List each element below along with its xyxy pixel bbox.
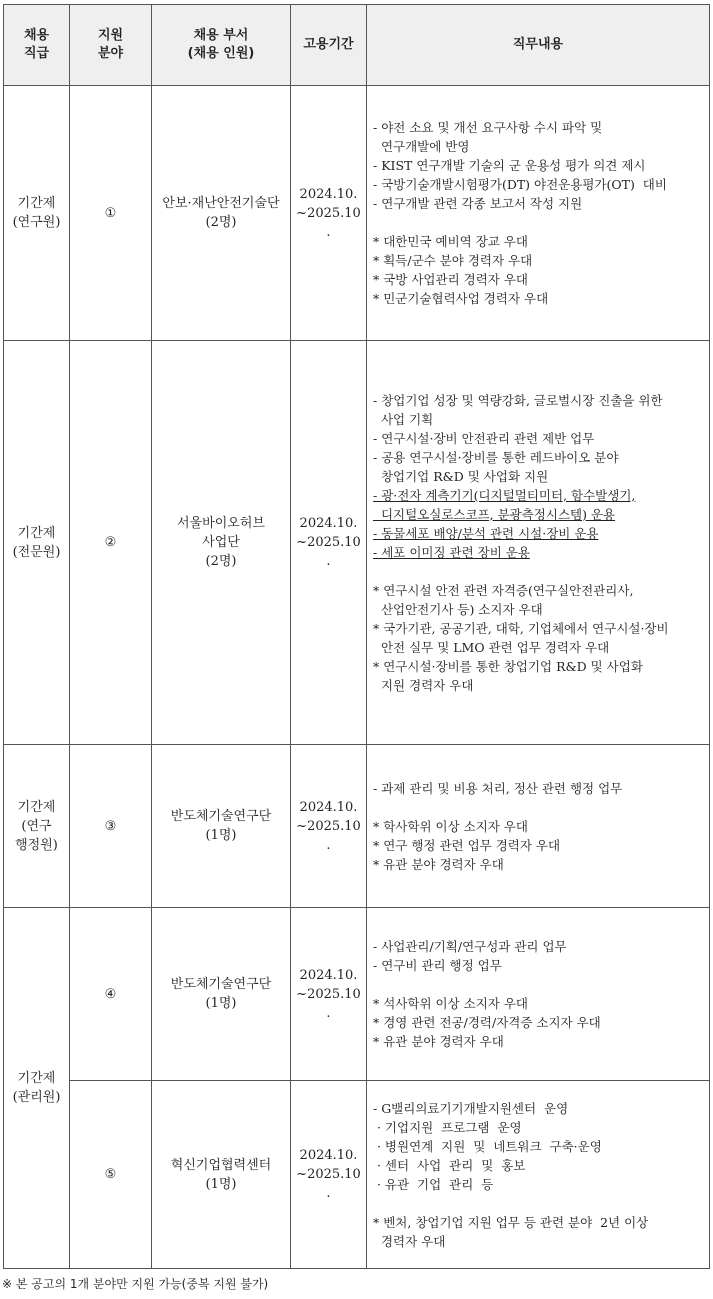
- pref-line: * 경영 관련 전공/경력/자격증 소지자 우대: [373, 1015, 601, 1030]
- task-line: - 사업관리/기획/연구성과 관리 업무: [373, 939, 567, 954]
- task-line: · 센터 사업 관리 및 홍보: [373, 1157, 526, 1173]
- pref-line: * 유관 분야 경력자 우대: [373, 856, 504, 872]
- task-line: - 창업기업 성장 및 역량강화, 글로벌시장 진출을 위한: [373, 392, 663, 408]
- task-line: - 광·전자 계측기기(디지털멀티미터, 함수발생기,: [373, 487, 636, 503]
- header-field: 지원 분야: [70, 5, 152, 86]
- header-duty: 직무내용: [367, 5, 710, 86]
- task-line: 사업 기획: [373, 411, 434, 427]
- table-row: [4, 341, 710, 745]
- pref-line: * 민군기술협력사업 경력자 우대: [373, 291, 549, 306]
- task-line: - 연구시설·장비 안전관리 관련 제반 업무: [373, 430, 595, 446]
- task-line: - 국방기술개발시험평가(DT) 야전운용평가(OT) 대비: [373, 177, 667, 192]
- dept-cell: 서울바이오허브 사업단 (2명): [152, 341, 291, 745]
- pref-line: * 연구시설 안전 관련 자격증(연구실안전관리사,: [373, 582, 634, 598]
- duty-cell: [367, 1081, 710, 1269]
- field-cell: ③: [70, 745, 152, 908]
- table-row: [4, 86, 710, 341]
- task-line: · 병원연계 지원 및 네트워크 구축·운영: [373, 1138, 602, 1154]
- dept-cell: 안보·재난안전기술단 (2명): [152, 86, 291, 341]
- field-cell: ①: [70, 86, 152, 341]
- dept-cell: 혁신기업협력센터 (1명): [152, 1081, 291, 1269]
- table-row: [4, 908, 710, 1081]
- task-line: 디지털오실로스코프, 분광측정시스템) 운용: [373, 506, 616, 522]
- field-cell: ④: [70, 908, 152, 1081]
- pref-line: 안전 실무 및 LMO 관련 업무 경력자 우대: [373, 639, 610, 655]
- duty-cell: [367, 908, 710, 1081]
- grade-cell: 기간제 (관리원): [4, 908, 70, 1269]
- grade-cell: 기간제 (연구원): [4, 86, 70, 341]
- table-row: [4, 745, 710, 908]
- grade-cell: 기간제 (전문원): [4, 341, 70, 745]
- table-row: [4, 1081, 710, 1269]
- task-line: - 연구비 관리 행정 업무: [373, 958, 502, 973]
- pref-line: * 벤처, 창업기업 지원 업무 등 관련 분야 2년 이상: [373, 1214, 649, 1230]
- task-line: - 동물세포 배양/분석 관련 시설·장비 운용: [373, 525, 599, 541]
- pref-line: * 국가기관, 공공기관, 대학, 기업체에서 연구시설·장비: [373, 620, 669, 636]
- task-line: 창업기업 R&D 및 사업화 지원: [373, 468, 549, 484]
- task-line: - 야전 소요 및 개선 요구사항 수시 파악 및: [373, 120, 603, 135]
- task-line: 연구개발에 반영: [373, 139, 470, 154]
- duty-cell: [367, 745, 710, 908]
- period-cell: 2024.10. ~2025.10 .: [291, 86, 367, 341]
- grade-cell: 기간제 (연구 행정원): [4, 745, 70, 908]
- dept-cell: 반도체기술연구단 (1명): [152, 745, 291, 908]
- pref-line: * 연구시설·장비를 통한 창업기업 R&D 및 사업화: [373, 658, 643, 674]
- task-line: - 세포 이미징 관련 장비 운용: [373, 544, 530, 560]
- task-line: · 기업지원 프로그램 운영: [373, 1119, 522, 1135]
- period-cell: 2024.10. ~2025.10 .: [291, 1081, 367, 1269]
- pref-line: * 학사학위 이상 소지자 우대: [373, 818, 528, 834]
- pref-line: * 석사학위 이상 소지자 우대: [373, 996, 528, 1011]
- task-line: - 연구개발 관련 각종 보고서 작성 지원: [373, 196, 583, 211]
- task-line: - G밸리의료기기개발지원센터 운영: [373, 1100, 569, 1116]
- pref-line: * 대한민국 예비역 장교 우대: [373, 234, 528, 249]
- task-line: - 공용 연구시설·장비를 통한 레드바이오 분야: [373, 449, 619, 465]
- header-row: [4, 5, 710, 86]
- footnote: ※ 본 공고의 1개 분야만 지원 가능(중복 지원 불가): [2, 1277, 269, 1291]
- pref-line: * 유관 분야 경력자 우대: [373, 1034, 504, 1049]
- task-line: - KIST 연구개발 기술의 군 운용성 평가 의견 제시: [373, 158, 646, 173]
- duty-cell: [367, 341, 710, 745]
- pref-line: 경력자 우대: [373, 1233, 446, 1249]
- period-cell: 2024.10. ~2025.10 .: [291, 908, 367, 1081]
- period-cell: 2024.10. ~2025.10 .: [291, 745, 367, 908]
- task-line: · 유관 기업 관리 등: [373, 1176, 494, 1192]
- header-period: 고용기간: [291, 5, 367, 86]
- period-cell: 2024.10. ~2025.10 .: [291, 341, 367, 745]
- pref-line: 지원 경력자 우대: [373, 677, 474, 693]
- pref-line: * 국방 사업관리 경력자 우대: [373, 272, 528, 287]
- pref-line: 산업안전기사 등) 소지자 우대: [373, 601, 543, 617]
- pref-line: * 획득/군수 분야 경력자 우대: [373, 253, 533, 268]
- field-cell: ②: [70, 341, 152, 745]
- dept-cell: 반도체기술연구단 (1명): [152, 908, 291, 1081]
- task-line: - 과제 관리 및 비용 처리, 정산 관련 행정 업무: [373, 780, 623, 796]
- field-cell: ⑤: [70, 1081, 152, 1269]
- header-grade: 채용 직급: [4, 5, 70, 86]
- header-dept: 채용 부서 (채용 인원): [152, 5, 291, 86]
- duty-cell: [367, 86, 710, 341]
- recruitment-table: [3, 4, 710, 1269]
- pref-line: * 연구 행정 관련 업무 경력자 우대: [373, 837, 561, 853]
